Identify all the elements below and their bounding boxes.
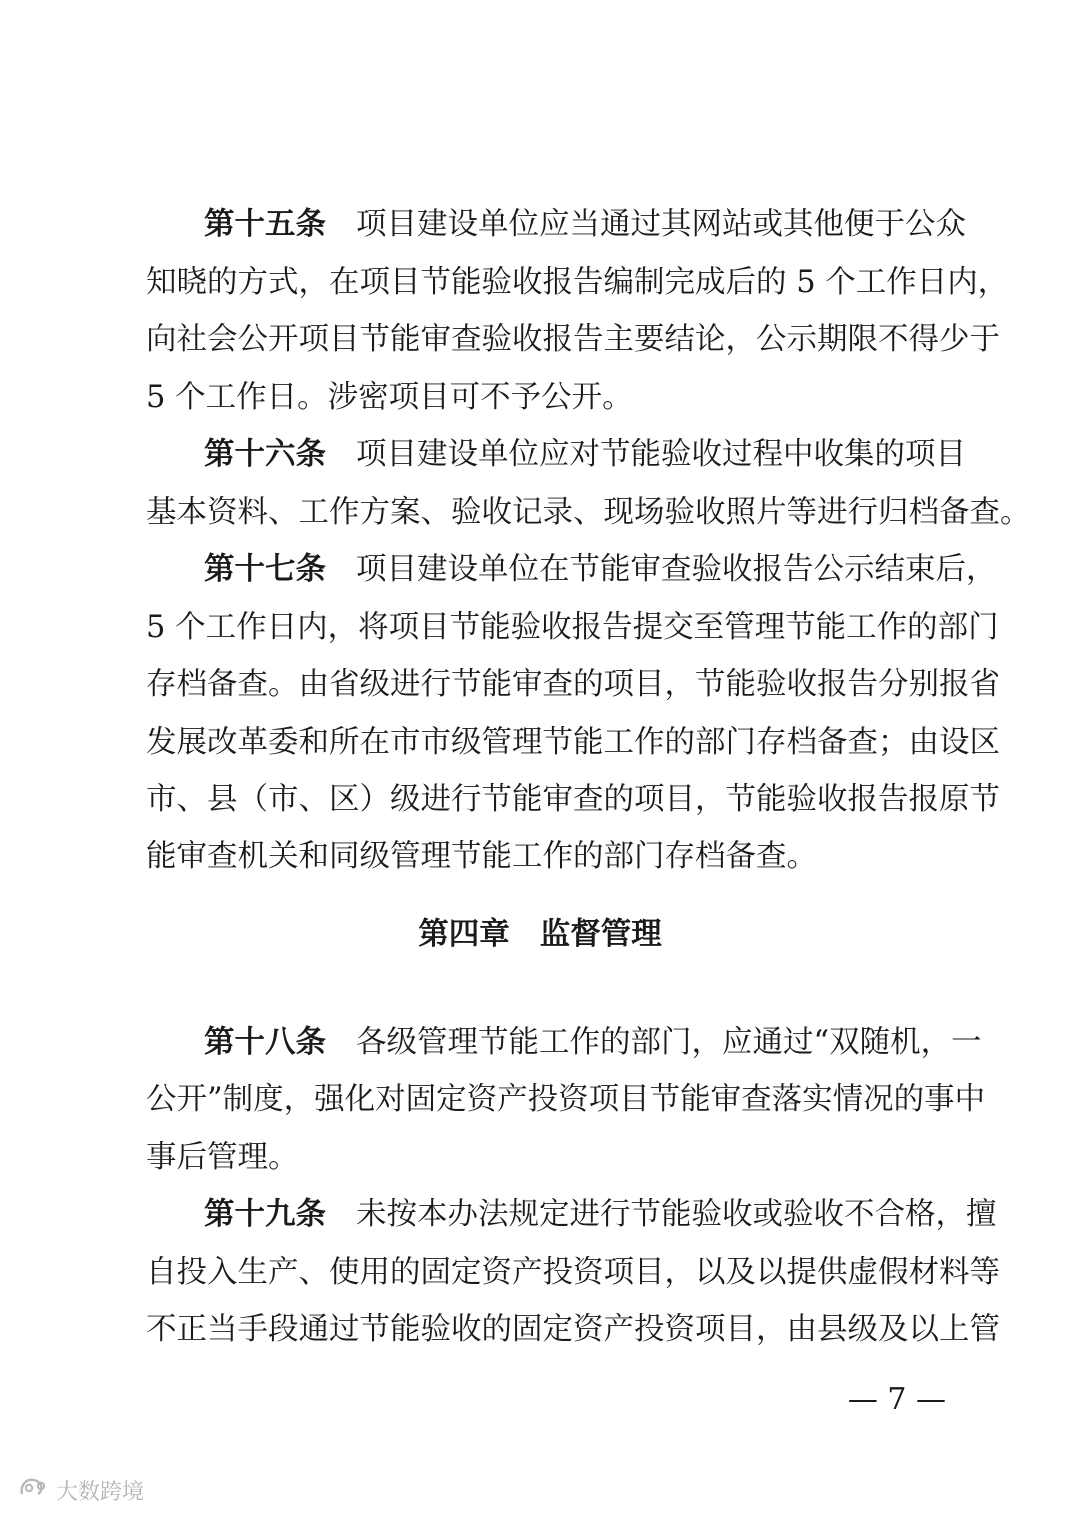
article-15-heading: 第十五条 xyxy=(204,207,326,242)
article-15-line-1 xyxy=(204,200,966,250)
article-15-line-2: 知晓的方式，在项目节能验收报告编制完成后的 5 个工作日内， xyxy=(146,265,1009,300)
chapter-number: 第四章 xyxy=(418,917,510,952)
article-15-text: 项目建设单位应当通过其网站或其他便于公众 xyxy=(356,207,966,242)
chapter-heading xyxy=(0,908,1080,962)
article-16-heading: 第十六条 xyxy=(204,437,326,472)
article-17-text: 项目建设单位在节能审查验收报告公示结束后， xyxy=(356,552,997,587)
watermark xyxy=(18,1474,144,1506)
article-18-line-3: 事后管理。 xyxy=(146,1140,299,1175)
article-16-line-1 xyxy=(204,430,966,480)
article-16-text: 项目建设单位应对节能验收过程中收集的项目 xyxy=(356,437,966,472)
article-18-text: 各级管理节能工作的部门，应通过“双随机，一 xyxy=(356,1025,982,1060)
article-17-line-3: 存档备查。由省级进行节能审查的项目，节能验收报告分别报省 xyxy=(146,667,1000,702)
article-18-line-2: 公开”制度，强化对固定资产投资项目节能审查落实情况的事中 xyxy=(146,1082,986,1117)
article-19-line-2: 自投入生产、使用的固定资产投资项目，以及以提供虚假材料等 xyxy=(146,1255,1000,1290)
article-17-line-2: 5 个工作日内，将项目节能验收报告提交至管理节能工作的部门 xyxy=(146,610,999,645)
watermark-text: 大数跨境 xyxy=(56,1479,145,1505)
article-17-line-6: 能审查机关和同级管理节能工作的部门存档备查。 xyxy=(146,839,817,874)
article-19-line-3: 不正当手段通过节能验收的固定资产投资项目，由县级及以上管 xyxy=(146,1312,1000,1347)
logo-icon xyxy=(18,1474,56,1506)
article-15-line-4: 5 个工作日。涉密项目可不予公开。 xyxy=(146,380,633,415)
article-19-heading: 第十九条 xyxy=(204,1197,326,1232)
article-18-line-1 xyxy=(204,1018,982,1068)
article-17-heading: 第十七条 xyxy=(204,552,326,587)
article-17-line-1 xyxy=(204,545,997,595)
article-16-line-2: 基本资料、工作方案、验收记录、现场验收照片等进行归档备查。 xyxy=(146,495,1031,530)
article-19-text: 未按本办法规定进行节能验收或验收不合格，擅 xyxy=(356,1197,997,1232)
page-number: — 7 — xyxy=(847,1382,946,1417)
chapter-title: 监督管理 xyxy=(539,917,662,952)
article-15-line-3: 向社会公开项目节能审查验收报告主要结论，公示期限不得少于 xyxy=(146,322,1000,357)
article-18-heading: 第十八条 xyxy=(204,1025,326,1060)
article-17-line-4: 发展改革委和所在市市级管理节能工作的部门存档备查；由设区 xyxy=(146,725,1000,760)
article-19-line-1 xyxy=(204,1190,997,1240)
article-17-line-5: 市、县（市、区）级进行节能审查的项目，节能验收报告报原节 xyxy=(146,782,1000,817)
